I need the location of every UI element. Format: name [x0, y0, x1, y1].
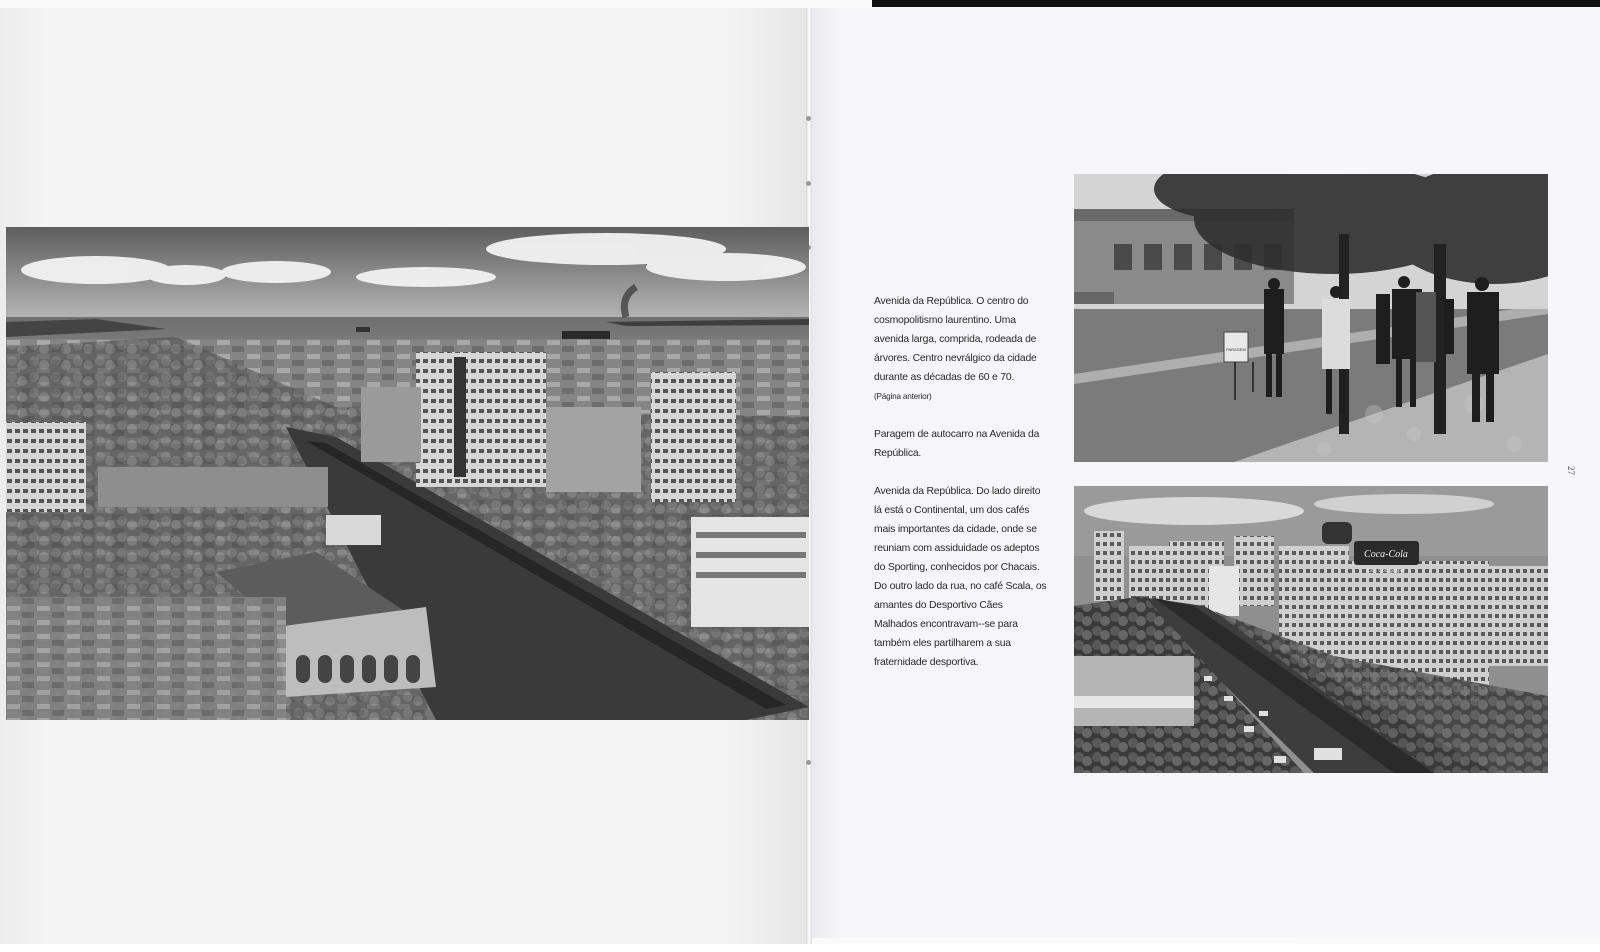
binding-stitch	[806, 760, 811, 765]
bus-stop-sign: PARAGEM	[1226, 347, 1246, 352]
captions-column	[874, 292, 1048, 672]
avenue-photo	[1074, 486, 1548, 773]
bottom-edge	[0, 944, 1600, 952]
coca-cola-sign: Coca-Cola	[1364, 549, 1408, 560]
avenue-caption: Avenida da República. Do lado direito lá está o Continental, um dos cafés mais importantes da cidade, onde se reuniam com assiduidade os adeptos do Sporting, conhecidos por Chacais. Do outro lado da rua, no café Scala, os amantes do Desportivo Cães Malhados encontravam--se para também eles partilharem a sua fraternidade desportiva.	[874, 486, 1047, 668]
bus-stop-caption: Paragem de autocarro na Avenida da República.	[874, 429, 1040, 459]
top-edge-bar	[872, 0, 1600, 7]
binding-stitch	[806, 116, 811, 121]
rooftop-ad-subtitle: Cica Cola gaspar	[1366, 568, 1406, 574]
panorama-photo	[6, 227, 809, 720]
bus-stop-photo	[1074, 174, 1548, 462]
panorama-caption: Avenida da República. O centro do cosmopolitismo laurentino. Uma avenida larga, comprida, rodeada de árvores. Centro nevrálgico da cidade durante as décadas de 60 e 70.	[874, 296, 1037, 383]
panorama-caption-note: (Página anterior)	[874, 392, 932, 401]
binding-stitch	[806, 181, 811, 186]
page-number: 27	[1566, 466, 1576, 475]
